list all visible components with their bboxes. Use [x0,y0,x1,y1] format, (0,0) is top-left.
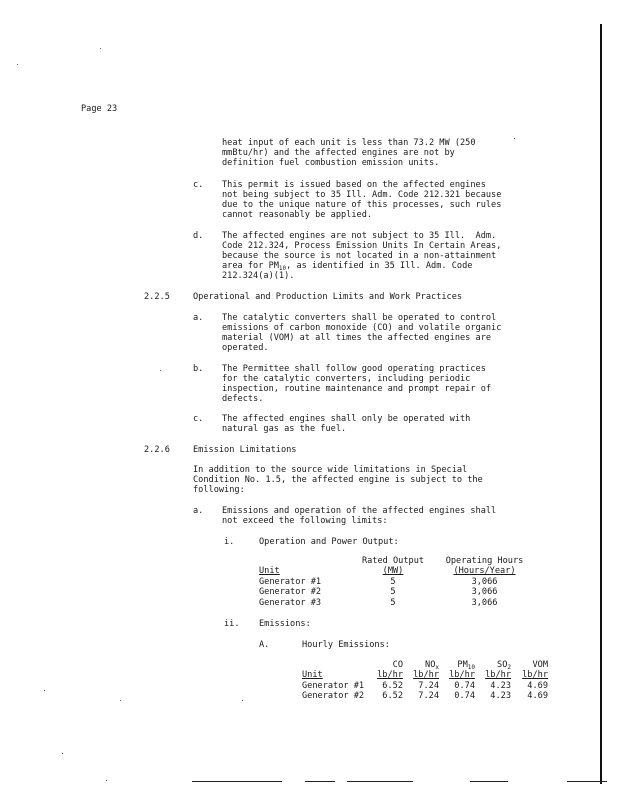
column-header: (Hours/Year) [453,566,516,577]
item-label: a. [193,313,204,323]
table-cell: 3,066 [471,597,498,608]
column-header [403,660,439,670]
text-line: following: [193,485,245,495]
text-line: Emissions and operation of the affected engines shall [222,506,497,516]
header-text: CO [392,660,403,670]
subscript: 2 [507,664,511,671]
table-header-row [302,670,548,680]
header-text: VOM [532,660,548,670]
text-line: 212.324(a)(1). [222,271,295,281]
table-cell: Generator #1 [259,576,322,587]
table-cell: Generator #1 [302,680,365,691]
table-cell: 4.69 [527,691,548,702]
item-label: a. [193,506,204,516]
text-line: for the catalytic converters, including periodic [222,374,471,384]
table-row [259,577,532,587]
text-line: not being subject to 35 Ill. Adm. Code 212.321 because [222,190,502,200]
table-cell: Generator #2 [259,587,322,598]
table-header-row [259,566,532,576]
table-cell: 5 [390,587,396,598]
text-line: not exceed the following limits: [222,516,388,526]
text-fragment: , as identified in 35 Ill. Adm. Code [286,261,473,271]
table-row [302,691,548,701]
text-line: because the source is not located in a non-attainment [222,251,497,261]
table-header-row [259,556,532,566]
scan-speck [100,48,101,49]
unit-label: lb/hr [522,670,548,681]
item-label: A. [259,640,270,650]
column-header [475,660,511,670]
hourly-emissions-table [302,660,548,702]
margin-change-bar [600,24,602,784]
table-cell: 5 [390,597,396,608]
text-line: Code 212.324, Process Emission Units In Certain Areas, [222,241,502,251]
subsection-title: Hourly Emissions: [302,640,390,650]
text-line: The Permittee shall follow good operating practices [222,364,486,374]
text-line: cannot reasonably be applied. [222,210,373,220]
scan-speck [514,138,515,139]
unit-label: lb/hr [485,670,511,681]
item-label: d. [193,231,204,241]
table-cell: 4.69 [527,680,548,691]
column-header: Unit [259,566,280,577]
text-line: In addition to the source wide limitations in Special [193,465,468,475]
text-line: due to the unique nature of this processes, such rules [222,200,502,210]
column-header [366,660,403,670]
column-header [439,660,475,670]
table-cell: 6.52 [382,680,403,691]
unit-label: lb/hr [413,670,439,681]
unit-label: lb/hr [449,670,475,681]
header-text: PM [457,660,468,670]
text-line: This permit is issued based on the affected engines [222,180,486,190]
scan-speck [160,370,161,371]
text-line: The affected engines are not subject to 35 Ill. Adm. [222,231,497,241]
table-cell: 6.52 [382,691,403,702]
table-row [302,681,548,691]
scan-speck [44,690,45,691]
table-cell: Generator #2 [302,691,365,702]
column-header: (MW) [382,566,404,577]
text-line: The catalytic converters shall be operated to control [222,313,497,323]
text-line: definition fuel combustion emission units. [222,158,440,168]
table-cell: 4.23 [490,691,511,702]
text-line: heat input of each unit is less than 73.2 MW (250 [222,138,476,148]
subsection-title: Emissions: [259,619,311,629]
column-header: Rated Output [361,556,425,566]
table-cell: Generator #3 [259,597,322,608]
column-header [511,660,548,670]
table-cell: 3,066 [471,576,498,587]
footer-line [347,781,413,782]
section-number: 2.2.5 [144,292,170,302]
table-header-row [302,660,548,670]
section-title: Operational and Production Limits and Work Practices [193,292,463,302]
operation-table [259,556,532,608]
table-cell: 0.74 [454,680,475,691]
subscript: 10 [467,664,475,671]
footer-line [305,781,335,782]
subscript: x [435,664,439,671]
header-text: SO [497,660,508,670]
footer-line [192,781,282,782]
text-line: Condition No. 1.5, the affected engine is subject to the [193,475,483,485]
text-line: natural gas as the fuel. [222,424,347,434]
text-line: The affected engines shall only be operated with [222,414,471,424]
text-fragment: area for PM [222,261,279,271]
table-cell: 7.24 [418,691,439,702]
section-number: 2.2.6 [144,445,170,455]
item-label: c. [193,180,204,190]
unit-label: lb/hr [377,670,403,681]
table-cell: 7.24 [418,680,439,691]
item-label: b. [193,364,204,374]
column-header: Operating Hours [445,556,524,566]
text-line [222,261,472,271]
table-row [259,587,532,597]
subscript: 10 [278,265,287,272]
scan-speck [106,780,107,781]
table-cell: 4.23 [490,680,511,691]
footer-line [567,781,607,782]
text-line: operated. [222,343,269,353]
column-header: Unit [302,670,323,681]
text-line: emissions of carbon monoxide (CO) and volatile organic [222,323,502,333]
section-title: Emission Limitations [193,445,297,455]
item-label: i. [224,537,235,547]
header-text: NO [425,660,436,670]
item-label: c. [193,414,204,424]
scan-speck [120,700,121,701]
table-cell: 0.74 [454,691,475,702]
subsection-title: Operation and Power Output: [259,537,399,547]
table-row [259,598,532,608]
scan-speck [62,753,63,754]
text-line: defects. [222,394,264,404]
text-line: inspection, routine maintenance and prompt repair of [222,384,492,394]
footer-line [470,781,508,782]
text-line: material (VOM) at all times the affected engines are [222,333,492,343]
scan-speck [17,64,18,65]
item-label: ii. [224,619,240,629]
scan-speck [242,700,243,701]
table-cell: 5 [390,576,396,587]
page-number: Page 23 [81,104,118,114]
table-cell: 3,066 [471,587,498,598]
text-line: mmBtu/hr) and the affected engines are not by [222,148,455,158]
